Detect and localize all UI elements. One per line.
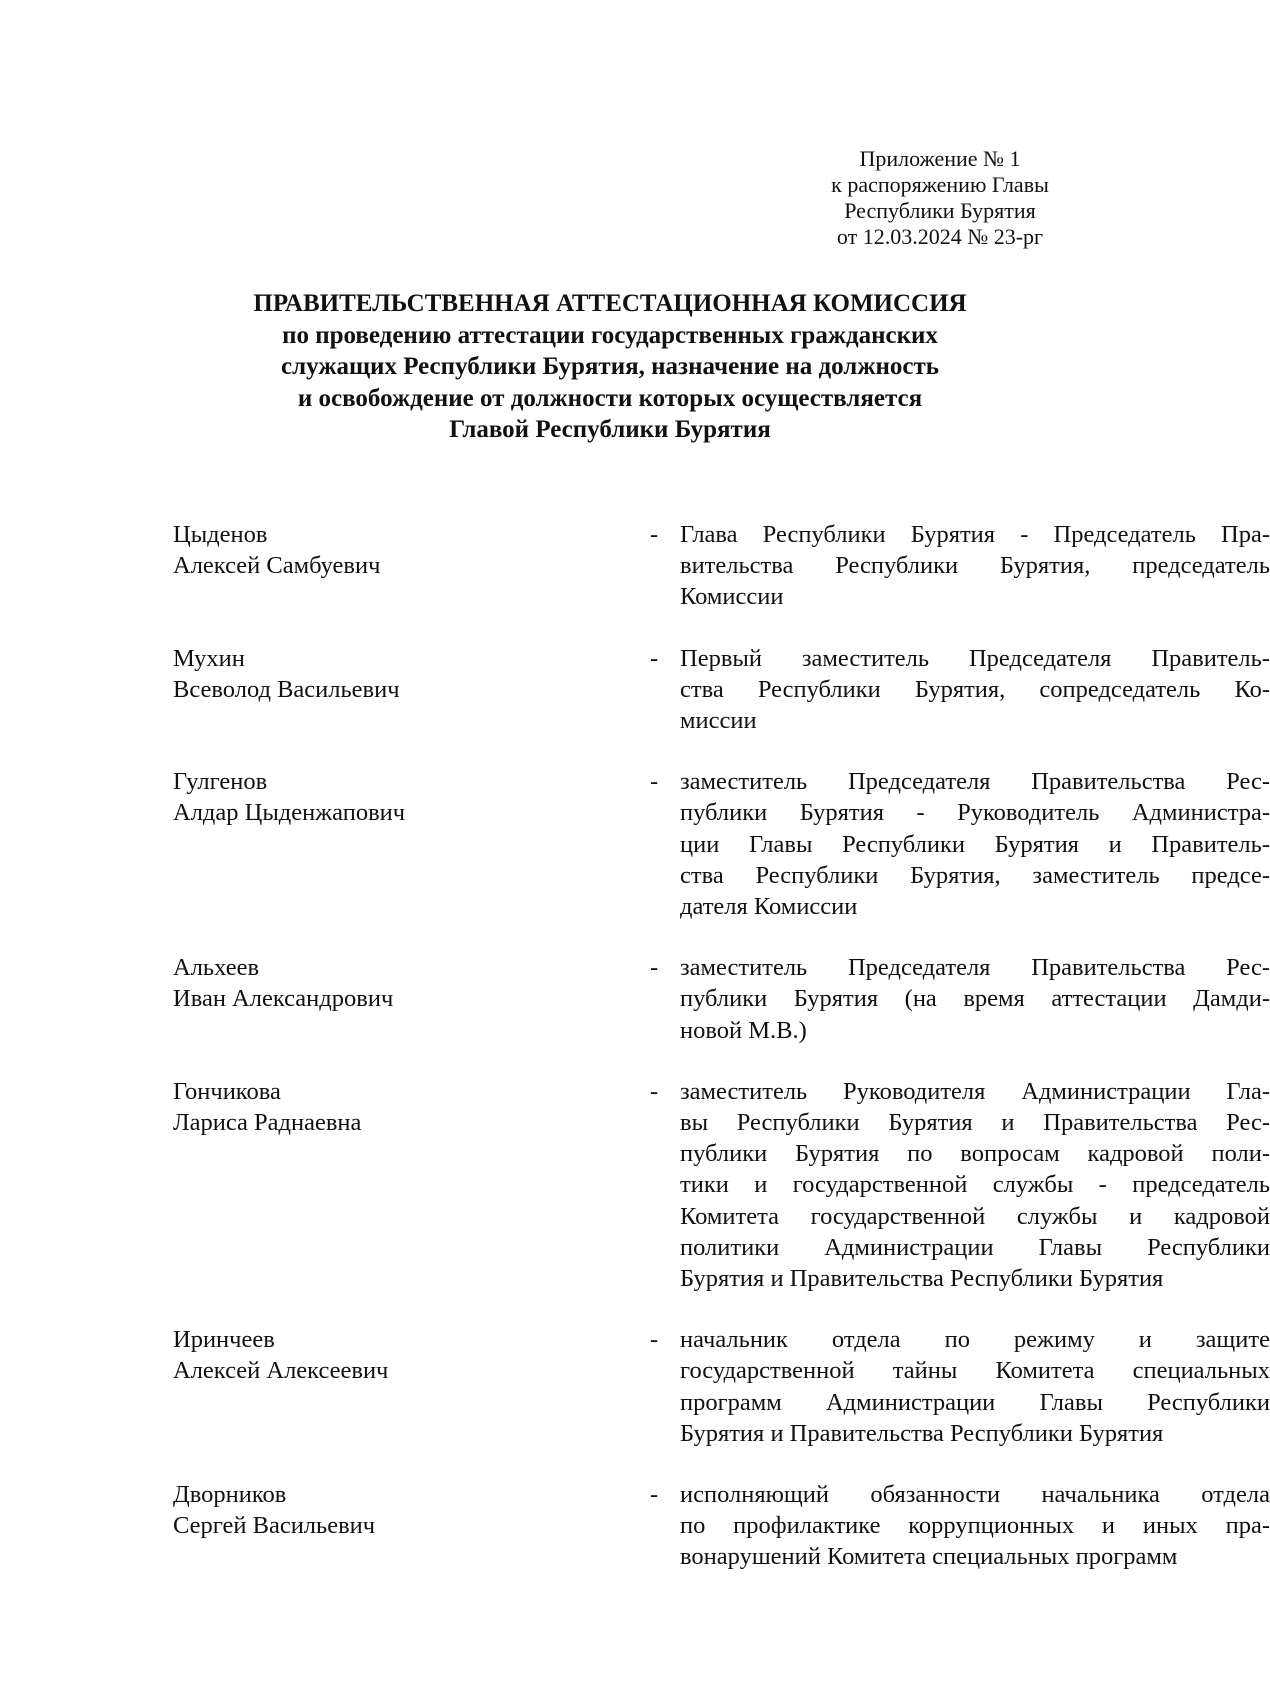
- member-position-line: дателя Комиссии: [680, 893, 858, 921]
- member-position-line: заместитель Руководителя Администрации Гла-: [680, 1077, 1270, 1105]
- member-row: [173, 519, 1270, 613]
- member-position-line: политики Администрации Главы Республики: [680, 1233, 1270, 1261]
- member-name: [173, 1324, 473, 1449]
- document-heading: [130, 288, 1090, 446]
- member-position-line: миссии: [680, 707, 757, 735]
- member-name: [173, 1479, 473, 1573]
- member-position-line: тики и государственной службы - председатель: [680, 1171, 1270, 1199]
- heading-title: ПРАВИТЕЛЬСТВЕННАЯ АТТЕСТАЦИОННАЯ КОМИССИЯ: [253, 290, 967, 317]
- member-position-line: вы Республики Бурятия и Правительства Рес-: [680, 1109, 1270, 1137]
- annex-line: Приложение № 1: [859, 146, 1021, 171]
- member-name: [173, 952, 473, 1046]
- member-row: [173, 1076, 1270, 1294]
- member-position-line: публики Бурятия (на время аттестации Дамди-: [680, 985, 1270, 1013]
- member-position-line: Глава Республики Бурятия - Председатель Пра-: [680, 521, 1270, 548]
- member-position-line: исполняющий обязанности начальника отдела: [680, 1481, 1270, 1509]
- member-dash: -: [650, 521, 659, 548]
- member-position-line: заместитель Председателя Правительства Рес-: [680, 768, 1270, 796]
- annex-block: [790, 146, 1090, 250]
- member-position-line: ства Республики Бурятия, сопредседатель Ко-: [680, 675, 1270, 703]
- member-given-names: Алексей Алексеевич: [173, 1357, 389, 1385]
- annex-line: от 12.03.2024 № 23-рг: [836, 224, 1044, 249]
- member-row: [173, 952, 1270, 1046]
- member-position-line: ции Главы Республики Бурятия и Правитель-: [680, 830, 1270, 858]
- member-position: [680, 643, 1270, 737]
- member-row: [173, 1479, 1270, 1573]
- member-name: [173, 1076, 473, 1294]
- member-surname: Альхеев: [173, 954, 260, 982]
- member-row: [173, 643, 1270, 737]
- member-position-line: Бурятия и Правительства Республики Бурятия: [680, 1265, 1164, 1293]
- member-position-line: Комитета государственной службы и кадровой: [680, 1202, 1270, 1230]
- member-position-line: государственной тайны Комитета специальных: [680, 1357, 1270, 1385]
- heading-subtitle-line: служащих Республики Бурятия, назначение на должность: [281, 353, 939, 380]
- member-surname: Гончикова: [173, 1077, 281, 1105]
- member-given-names: Сергей Васильевич: [173, 1512, 376, 1540]
- member-position-line: вонарушений Комитета специальных программ: [680, 1543, 1178, 1571]
- member-name: [173, 519, 473, 613]
- member-position-line: Первый заместитель Председателя Правитель-: [680, 644, 1270, 672]
- member-position-line: программ Администрации Главы Республики: [680, 1388, 1270, 1416]
- member-given-names: Лариса Раднаевна: [173, 1109, 362, 1137]
- member-list: [173, 519, 1270, 1603]
- member-position-line: новой М.В.): [680, 1016, 807, 1044]
- member-position-line: начальник отдела по режиму и защите: [680, 1326, 1270, 1354]
- annex-line: к распоряжению Главы: [831, 172, 1049, 197]
- member-row: [173, 766, 1270, 922]
- member-surname: Цыденов: [173, 521, 268, 548]
- heading-subtitle-line: и освобождение от должности которых осуществляется: [297, 384, 923, 412]
- member-dash: -: [650, 954, 659, 982]
- member-row: [173, 1324, 1270, 1449]
- member-name: [173, 766, 473, 922]
- member-position-line: по профилактике коррупционных и иных пра-: [680, 1512, 1270, 1540]
- member-position: [680, 766, 1270, 922]
- member-surname: Иринчеев: [173, 1326, 275, 1354]
- member-position: [680, 952, 1270, 1046]
- heading-subtitle-line: Главой Республики Бурятия: [449, 416, 771, 443]
- member-position: [680, 1479, 1270, 1573]
- member-position-line: заместитель Председателя Правительства Рес-: [680, 954, 1270, 982]
- member-position: [680, 519, 1270, 613]
- member-position-line: публики Бурятия - Руководитель Администра-: [680, 799, 1270, 827]
- member-dash: -: [650, 1077, 659, 1105]
- member-given-names: Алдар Цыденжапович: [173, 799, 406, 827]
- annex-line: Республики Бурятия: [844, 198, 1036, 223]
- member-position-line: Комиссии: [680, 583, 784, 611]
- member-position: [680, 1076, 1270, 1294]
- member-given-names: Алексей Самбуевич: [173, 552, 381, 580]
- member-position: [680, 1324, 1270, 1449]
- member-dash: -: [650, 1326, 659, 1354]
- member-dash: -: [650, 768, 659, 796]
- member-given-names: Иван Александрович: [173, 985, 394, 1013]
- member-position-line: публики Бурятия по вопросам кадровой поли-: [680, 1140, 1270, 1168]
- member-position-line: Бурятия и Правительства Республики Бурятия: [680, 1419, 1164, 1447]
- member-dash: -: [650, 644, 659, 672]
- member-dash: -: [650, 1481, 659, 1509]
- member-surname: Мухин: [173, 644, 245, 672]
- member-given-names: Всеволод Васильевич: [173, 675, 400, 703]
- member-position-line: вительства Республики Бурятия, председатель: [680, 552, 1270, 580]
- member-surname: Гулгенов: [173, 768, 268, 796]
- heading-subtitle-line: по проведению аттестации государственных гражданских: [282, 321, 938, 349]
- member-position-line: ства Республики Бурятия, заместитель предсе-: [680, 861, 1270, 889]
- member-name: [173, 643, 473, 737]
- member-surname: Дворников: [173, 1481, 287, 1509]
